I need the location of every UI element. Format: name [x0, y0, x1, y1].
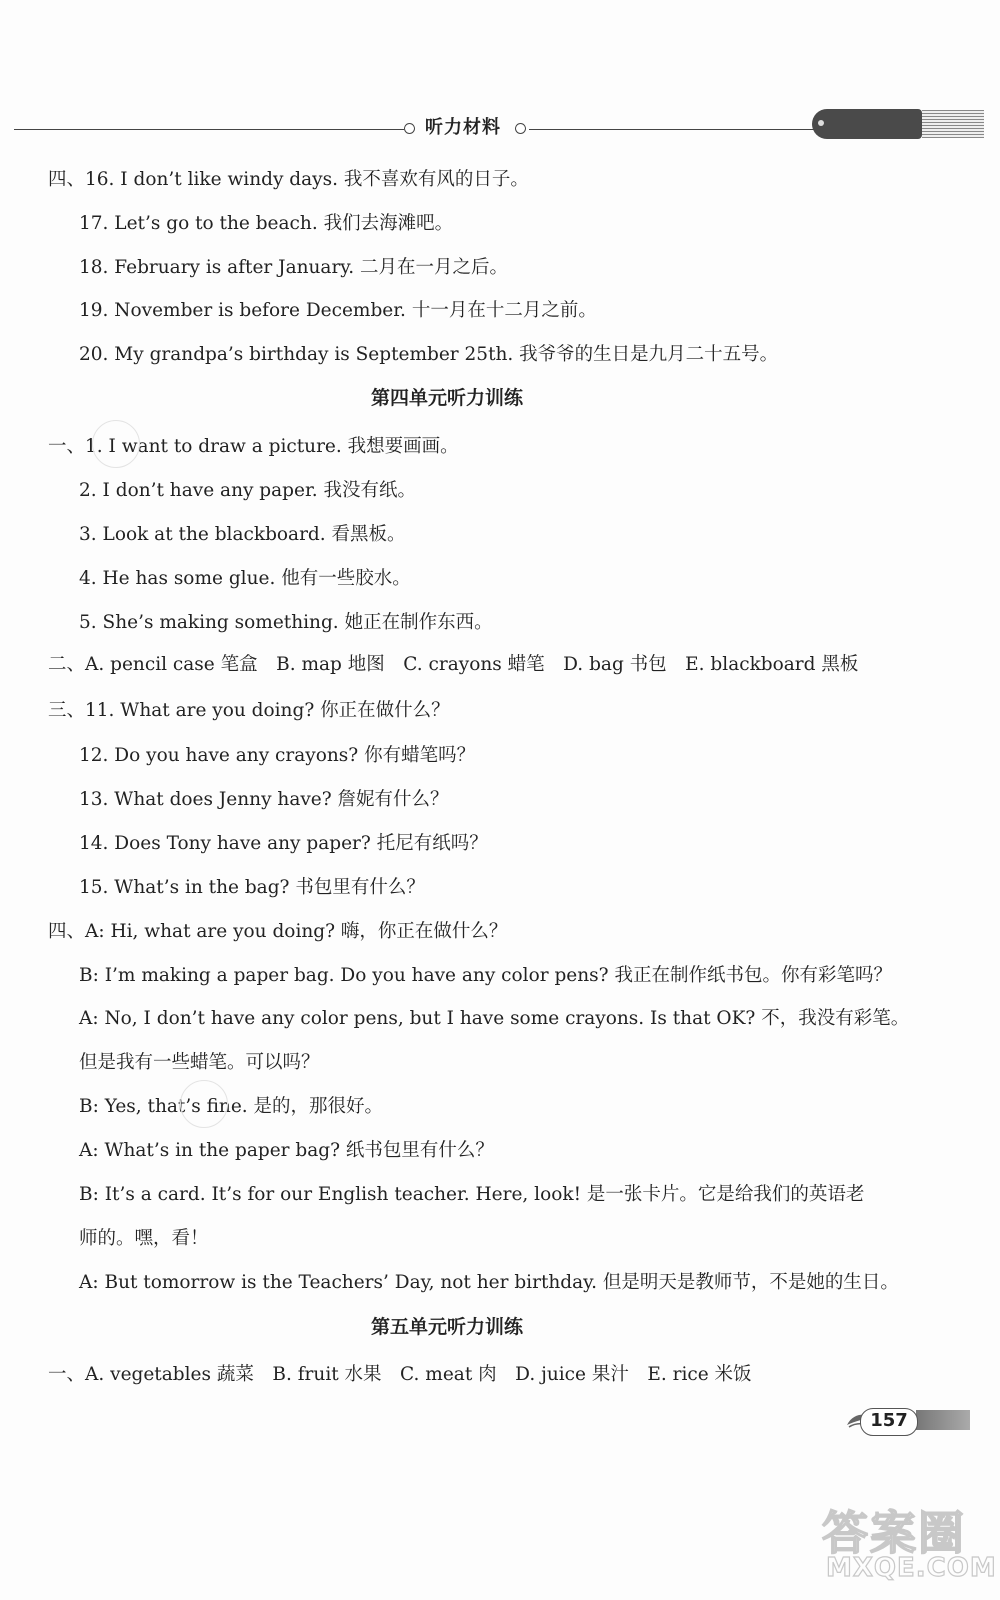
text-line: 二、A. pencil case 笔盒 B. map 地图 C. crayons 蜡笔 D. bag 书包 E. blackboard 黑板	[48, 654, 859, 675]
text-line: A: No, I don’t have any color pens, but I have some crayons. Is that OK? 不，我没有彩笔。	[79, 1008, 910, 1029]
text-line: 13. What does Jenny have? 詹妮有什么？	[79, 789, 449, 810]
text-line: 18. February is after January. 二月在一月之后。	[79, 257, 509, 278]
text-line: A: But tomorrow is the Teachers’ Day, not her birthday. 但是明天是教师节，不是她的生日。	[79, 1272, 899, 1293]
text-line: 四、A: Hi, what are you doing? 嗨，你正在做什么？	[48, 921, 508, 942]
faint-stamp	[92, 420, 140, 468]
unit-heading: 第四单元听力训练	[371, 387, 524, 409]
header-ornament-left	[404, 123, 415, 134]
faint-stamp	[180, 1080, 228, 1128]
text-line: 5. She’s making something. 她正在制作东西。	[79, 612, 493, 633]
text-line: 12. Do you have any crayons? 你有蜡笔吗？	[79, 745, 476, 766]
text-line: B: I’m making a paper bag. Do you have any color pens? 我正在制作纸书包。你有彩笔吗？	[79, 965, 892, 986]
text-line: 17. Let’s go to the beach. 我们去海滩吧。	[79, 213, 454, 234]
text-line: B: It’s a card. It’s for our English teacher. Here, look! 是一张卡片。它是给我们的英语老	[79, 1184, 865, 1205]
text-line: 14. Does Tony have any paper? 托尼有纸吗？	[79, 833, 488, 854]
watermark-url: MXQE.COM	[826, 1553, 997, 1583]
header-tab	[812, 109, 922, 139]
header-ornament-right	[515, 123, 526, 134]
text-line: 一、1. I want to draw a picture. 我想要画画。	[48, 436, 459, 457]
header-rule-left	[14, 129, 404, 130]
header-tab-hole	[818, 120, 824, 126]
text-line: 一、A. vegetables 蔬菜 B. fruit 水果 C. meat 肉 D. juice 果汁 E. rice 米饭	[48, 1364, 752, 1385]
text-line: 15. What’s in the bag? 书包里有什么？	[79, 877, 425, 898]
page-number: 157	[870, 1410, 908, 1431]
header-rule-right	[529, 129, 824, 130]
text-line: 三、11. What are you doing? 你正在做什么？	[48, 700, 450, 721]
header-stripes	[922, 110, 984, 138]
unit-heading: 第五单元听力训练	[371, 1316, 524, 1338]
text-line: 2. I don’t have any paper. 我没有纸。	[79, 480, 417, 501]
text-line: 四、16. I don’t like windy days. 我不喜欢有风的日子。	[48, 169, 529, 190]
text-line: B: Yes, that’s fine. 是的，那很好。	[79, 1096, 384, 1117]
section-title: 听力材料	[425, 117, 501, 138]
watermark-logo: 答案圈	[822, 1506, 966, 1560]
text-line: 20. My grandpa’s birthday is September 25th. 我爷爷的生日是九月二十五号。	[79, 344, 779, 365]
page-number-bar	[916, 1410, 970, 1430]
text-line: 师的。嘿，看！	[79, 1228, 209, 1249]
text-line: 3. Look at the blackboard. 看黑板。	[79, 524, 406, 545]
text-line: 4. He has some glue. 他有一些胶水。	[79, 568, 411, 589]
text-line: 但是我有一些蜡笔。可以吗？	[79, 1052, 320, 1073]
text-line: A: What’s in the paper bag? 纸书包里有什么？	[79, 1140, 494, 1161]
text-line: 19. November is before December. 十一月在十二月之前。	[79, 300, 597, 321]
